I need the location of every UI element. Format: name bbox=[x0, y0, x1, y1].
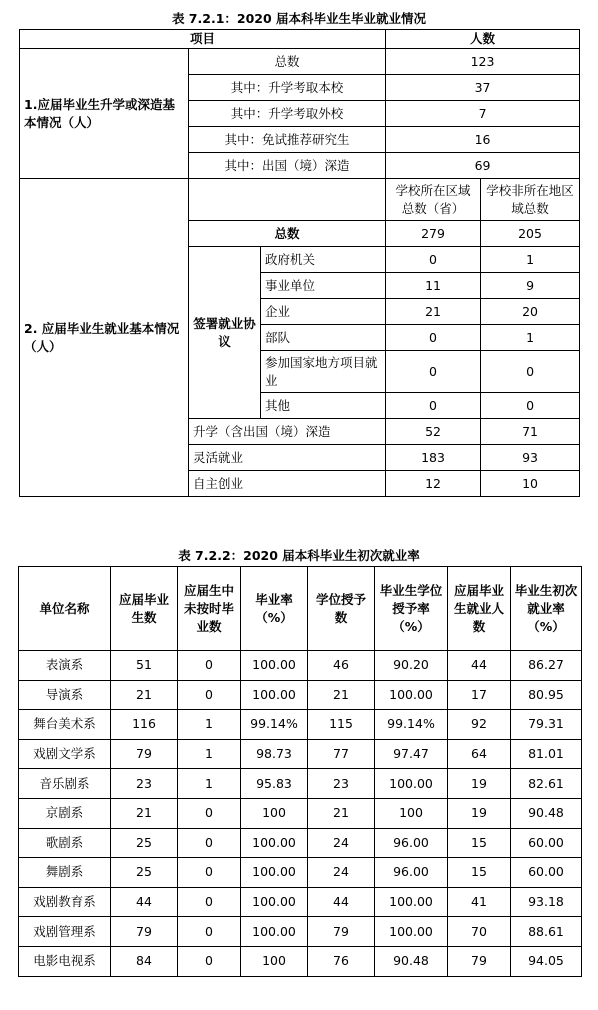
row-value-local: 12 bbox=[386, 471, 481, 497]
table-cell: 90.20 bbox=[375, 651, 448, 681]
table-cell: 79.31 bbox=[511, 710, 582, 740]
row-label: 参加国家地方项目就业 bbox=[261, 351, 386, 393]
row-value-local: 183 bbox=[386, 445, 481, 471]
header-count: 人数 bbox=[386, 30, 580, 49]
table-cell: 64 bbox=[448, 739, 511, 769]
table-cell: 100 bbox=[375, 798, 448, 828]
table-cell: 93.18 bbox=[511, 887, 582, 917]
table-cell: 19 bbox=[448, 769, 511, 799]
total-nonlocal: 205 bbox=[481, 221, 580, 247]
table-cell: 79 bbox=[111, 917, 178, 947]
table-cell: 96.00 bbox=[375, 858, 448, 888]
row-value-local: 0 bbox=[386, 325, 481, 351]
table-cell: 77 bbox=[308, 739, 375, 769]
column-header: 学位授予数 bbox=[308, 567, 375, 651]
row-label: 部队 bbox=[261, 325, 386, 351]
row-value-nonlocal: 9 bbox=[481, 273, 580, 299]
table-row bbox=[19, 858, 582, 888]
table-cell: 23 bbox=[111, 769, 178, 799]
unit-name: 戏剧教育系 bbox=[19, 887, 111, 917]
table-cell: 100 bbox=[241, 946, 308, 976]
row-value: 69 bbox=[386, 153, 580, 179]
table-cell: 84 bbox=[111, 946, 178, 976]
unit-name: 歌剧系 bbox=[19, 828, 111, 858]
table-cell: 0 bbox=[178, 858, 241, 888]
table-cell: 80.95 bbox=[511, 680, 582, 710]
table-row bbox=[19, 798, 582, 828]
section2-label: 2. 应届毕业生就业基本情况（人） bbox=[20, 179, 189, 497]
table-cell: 25 bbox=[111, 828, 178, 858]
table-cell: 94.05 bbox=[511, 946, 582, 976]
table-cell: 15 bbox=[448, 828, 511, 858]
table-cell: 86.27 bbox=[511, 651, 582, 681]
table-cell: 60.00 bbox=[511, 828, 582, 858]
table-cell: 99.14% bbox=[375, 710, 448, 740]
table1-title: 表 7.2.1：2020 届本科毕业生毕业就业情况 bbox=[171, 11, 427, 26]
col-local-header: 学校所在区域总数（省） bbox=[386, 179, 481, 221]
table-cell: 95.83 bbox=[241, 769, 308, 799]
table-cell: 88.61 bbox=[511, 917, 582, 947]
row-label: 政府机关 bbox=[261, 247, 386, 273]
row-value-local: 21 bbox=[386, 299, 481, 325]
unit-name: 京剧系 bbox=[19, 798, 111, 828]
table-cell: 100.00 bbox=[241, 887, 308, 917]
table-cell: 79 bbox=[111, 739, 178, 769]
row-label: 升学（含出国（境）深造 bbox=[189, 419, 386, 445]
table-cell: 21 bbox=[308, 798, 375, 828]
row-value-local: 0 bbox=[386, 393, 481, 419]
table-cell: 79 bbox=[308, 917, 375, 947]
column-header: 应届毕业生就业人数 bbox=[448, 567, 511, 651]
row-value-local: 0 bbox=[386, 247, 481, 273]
row-label: 灵活就业 bbox=[189, 445, 386, 471]
blank-cell bbox=[189, 179, 386, 221]
table-cell: 21 bbox=[111, 680, 178, 710]
row-value-nonlocal: 93 bbox=[481, 445, 580, 471]
unit-name: 导演系 bbox=[19, 680, 111, 710]
table-cell: 25 bbox=[111, 858, 178, 888]
table-cell: 1 bbox=[178, 769, 241, 799]
table-row bbox=[19, 680, 582, 710]
row-value: 7 bbox=[386, 101, 580, 127]
unit-name: 戏剧管理系 bbox=[19, 917, 111, 947]
table-cell: 41 bbox=[448, 887, 511, 917]
col-nonlocal-header: 学校非所在地区域总数 bbox=[481, 179, 580, 221]
initial-employment-rate-table bbox=[18, 566, 582, 977]
table-cell: 79 bbox=[448, 946, 511, 976]
table-cell: 100.00 bbox=[241, 858, 308, 888]
row-value: 16 bbox=[386, 127, 580, 153]
column-header: 毕业生学位授予率（%） bbox=[375, 567, 448, 651]
table-row bbox=[19, 887, 582, 917]
row-value-nonlocal: 20 bbox=[481, 299, 580, 325]
table-row bbox=[19, 651, 582, 681]
row-label: 其中：升学考取本校 bbox=[189, 75, 386, 101]
row-value-nonlocal: 1 bbox=[481, 247, 580, 273]
row-label: 自主创业 bbox=[189, 471, 386, 497]
table2-title: 表 7.2.2：2020 届本科毕业生初次就业率 bbox=[178, 548, 420, 563]
table-cell: 116 bbox=[111, 710, 178, 740]
table-cell: 0 bbox=[178, 798, 241, 828]
table-cell: 92 bbox=[448, 710, 511, 740]
agreement-label: 签署就业协议 bbox=[189, 247, 261, 419]
table-cell: 21 bbox=[308, 680, 375, 710]
row-label: 总数 bbox=[189, 49, 386, 75]
table-cell: 98.73 bbox=[241, 739, 308, 769]
table-row bbox=[19, 828, 582, 858]
row-value-local: 11 bbox=[386, 273, 481, 299]
row-value-nonlocal: 10 bbox=[481, 471, 580, 497]
table-cell: 15 bbox=[448, 858, 511, 888]
table-row bbox=[20, 30, 580, 49]
unit-name: 戏剧文学系 bbox=[19, 739, 111, 769]
table-cell: 1 bbox=[178, 739, 241, 769]
row-value: 123 bbox=[386, 49, 580, 75]
table-row bbox=[19, 917, 582, 947]
table-cell: 23 bbox=[308, 769, 375, 799]
table-cell: 44 bbox=[448, 651, 511, 681]
unit-name: 音乐剧系 bbox=[19, 769, 111, 799]
row-value-local: 0 bbox=[386, 351, 481, 393]
row-value: 37 bbox=[386, 75, 580, 101]
header-item: 项目 bbox=[20, 30, 386, 49]
table-row bbox=[20, 179, 580, 221]
table-cell: 81.01 bbox=[511, 739, 582, 769]
row-value-nonlocal: 1 bbox=[481, 325, 580, 351]
table-cell: 97.47 bbox=[375, 739, 448, 769]
table-cell: 0 bbox=[178, 946, 241, 976]
table-cell: 100.00 bbox=[375, 680, 448, 710]
table-cell: 60.00 bbox=[511, 858, 582, 888]
table-cell: 0 bbox=[178, 828, 241, 858]
table-cell: 0 bbox=[178, 887, 241, 917]
unit-name: 电影电视系 bbox=[19, 946, 111, 976]
table-cell: 76 bbox=[308, 946, 375, 976]
row-value-nonlocal: 0 bbox=[481, 351, 580, 393]
graduation-employment-table bbox=[19, 29, 580, 497]
table-cell: 0 bbox=[178, 651, 241, 681]
table-cell: 0 bbox=[178, 680, 241, 710]
table-cell: 100.00 bbox=[375, 769, 448, 799]
column-header: 应届毕业生数 bbox=[111, 567, 178, 651]
unit-name: 表演系 bbox=[19, 651, 111, 681]
total-label: 总数 bbox=[189, 221, 386, 247]
table-cell: 46 bbox=[308, 651, 375, 681]
table-cell: 100 bbox=[241, 798, 308, 828]
unit-name: 舞剧系 bbox=[19, 858, 111, 888]
row-label: 其中：升学考取外校 bbox=[189, 101, 386, 127]
table-cell: 100.00 bbox=[375, 917, 448, 947]
table-cell: 100.00 bbox=[241, 828, 308, 858]
table-cell: 100.00 bbox=[241, 651, 308, 681]
table-cell: 21 bbox=[111, 798, 178, 828]
table-cell: 100.00 bbox=[375, 887, 448, 917]
table-cell: 51 bbox=[111, 651, 178, 681]
table-cell: 90.48 bbox=[511, 798, 582, 828]
column-header: 毕业率（%） bbox=[241, 567, 308, 651]
table-row bbox=[19, 567, 582, 651]
row-value-local: 52 bbox=[386, 419, 481, 445]
row-value-nonlocal: 0 bbox=[481, 393, 580, 419]
table-cell: 24 bbox=[308, 828, 375, 858]
section1-label: 1.应届毕业生升学或深造基本情况（人） bbox=[20, 49, 189, 179]
table-cell: 17 bbox=[448, 680, 511, 710]
table-cell: 90.48 bbox=[375, 946, 448, 976]
row-label: 其他 bbox=[261, 393, 386, 419]
row-value-nonlocal: 71 bbox=[481, 419, 580, 445]
table-cell: 0 bbox=[178, 917, 241, 947]
table-row bbox=[20, 49, 580, 75]
unit-name: 舞台美术系 bbox=[19, 710, 111, 740]
table-cell: 115 bbox=[308, 710, 375, 740]
table-row bbox=[19, 739, 582, 769]
total-local: 279 bbox=[386, 221, 481, 247]
table-cell: 82.61 bbox=[511, 769, 582, 799]
table-row bbox=[19, 769, 582, 799]
table-cell: 96.00 bbox=[375, 828, 448, 858]
column-header: 毕业生初次就业率（%） bbox=[511, 567, 582, 651]
table-cell: 99.14% bbox=[241, 710, 308, 740]
row-label: 事业单位 bbox=[261, 273, 386, 299]
row-label: 其中：免试推荐研究生 bbox=[189, 127, 386, 153]
table-cell: 44 bbox=[111, 887, 178, 917]
column-header: 单位名称 bbox=[19, 567, 111, 651]
table-cell: 24 bbox=[308, 858, 375, 888]
table-cell: 100.00 bbox=[241, 917, 308, 947]
table-cell: 44 bbox=[308, 887, 375, 917]
table-cell: 100.00 bbox=[241, 680, 308, 710]
table-cell: 1 bbox=[178, 710, 241, 740]
table-cell: 19 bbox=[448, 798, 511, 828]
table-row bbox=[19, 946, 582, 976]
table-cell: 70 bbox=[448, 917, 511, 947]
column-header: 应届生中未按时毕业数 bbox=[178, 567, 241, 651]
table-row bbox=[19, 710, 582, 740]
row-label: 企业 bbox=[261, 299, 386, 325]
row-label: 其中：出国（境）深造 bbox=[189, 153, 386, 179]
